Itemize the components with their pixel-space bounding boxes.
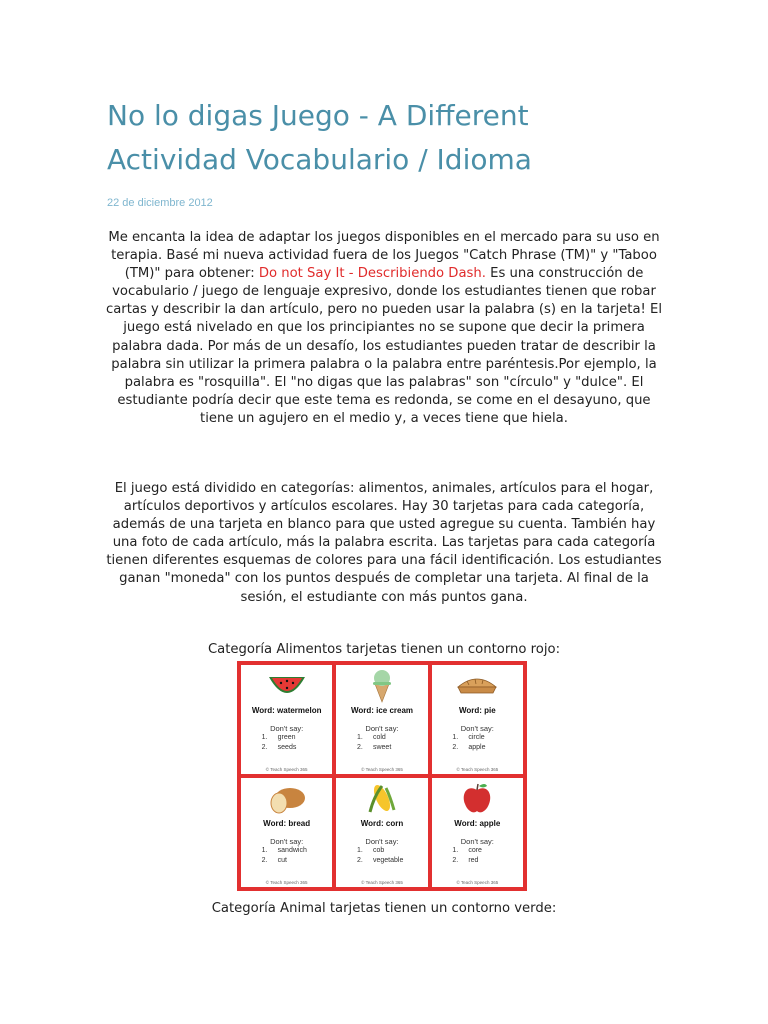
taboo-list <box>262 733 312 753</box>
post-title[interactable]: No lo digas Juego - A Different Actividad Vocabulario / Idioma <box>107 99 532 176</box>
food-cards-image <box>237 661 527 891</box>
taboo-word: cob <box>372 847 385 854</box>
item-number: 1. <box>261 847 268 854</box>
taboo-word: cold <box>372 734 386 741</box>
card-word: Word: pie <box>458 706 496 715</box>
card-credit: © Teach Speech 365 <box>265 880 308 885</box>
dont-say-label: Don't say: <box>460 724 494 733</box>
food-category-caption: Categoría Alimentos tarjetas tienen un contorno rojo: <box>207 642 561 657</box>
dont-say-label: Don't say: <box>460 837 494 846</box>
taboo-word: circle <box>468 734 485 741</box>
card-bread <box>239 776 334 889</box>
dont-say-label: Don't say: <box>270 837 304 846</box>
watermelon-icon <box>265 669 309 703</box>
animal-category-caption: Categoría Animal tarjetas tienen un contorno verde: <box>211 901 557 916</box>
card-word: Word: apple <box>454 819 501 828</box>
item-number: 1. <box>452 847 459 854</box>
dont-say-label: Don't say: <box>365 724 399 733</box>
card-credit: © Teach Speech 365 <box>265 767 308 772</box>
taboo-list <box>452 733 502 753</box>
bread-icon <box>265 782 309 816</box>
taboo-word: green <box>277 734 296 741</box>
item-number: 2. <box>261 744 268 751</box>
item-number: 2. <box>452 744 459 751</box>
taboo-word: core <box>468 847 482 854</box>
card-word: Word: corn <box>360 819 404 828</box>
dont-say-label: Don't say: <box>365 837 399 846</box>
card-credit: © Teach Speech 365 <box>456 880 499 885</box>
taboo-list <box>357 846 407 866</box>
intro-text-start: Me encanta la idea de adaptar los juegos disponibles en el mercado para su uso en terapia. Basé mi nueva actividad fuera de los Juegos "Catch Phrase (TM)" y "Taboo (TM)" para obtener: <box>108 230 660 282</box>
corn-icon <box>360 782 404 816</box>
item-number: 1. <box>452 734 459 741</box>
card-pie <box>430 663 525 776</box>
card-corn <box>334 776 429 889</box>
taboo-list <box>452 846 502 866</box>
card-watermelon <box>239 663 334 776</box>
item-number: 1. <box>356 847 363 854</box>
card-credit: © Teach Speech 365 <box>361 767 403 772</box>
item-number: 2. <box>261 857 268 864</box>
item-number: 1. <box>261 734 268 741</box>
taboo-word: red <box>468 857 479 864</box>
item-number: 2. <box>452 857 459 864</box>
card-word: Word: ice cream <box>350 706 414 715</box>
item-number: 1. <box>356 734 363 741</box>
card-credit: © Teach Speech 365 <box>361 880 403 885</box>
pie-icon <box>455 669 499 703</box>
item-number: 2. <box>356 744 363 751</box>
taboo-word: sandwich <box>277 847 307 854</box>
taboo-list <box>357 733 407 753</box>
categories-paragraph: El juego está dividido en categorías: alimentos, animales, artículos para el hogar, artículos deportivos y artículos escolares. Hay 30 tarjetas para cada categoría, además de una tarjeta en blanco para que usted agregue su cuenta. También hay una foto de cada artículo, más la palabra escrita. Las tarjetas para cada categoría tienen diferentes esquemas de colores para una fácil identificación. Los estudiantes ganan "moneda" con los puntos después de completar una tarjeta. Al final de la sesión, el estudiante con más puntos gana. <box>106 481 662 605</box>
dont-say-label: Don't say: <box>270 724 304 733</box>
taboo-word: apple <box>468 744 486 751</box>
taboo-list <box>262 846 312 866</box>
card-word: Word: bread <box>263 819 311 828</box>
item-number: 2. <box>356 857 363 864</box>
intro-text-end: Es una construcción de vocabulario / juego de lenguaje expresivo, donde los estudiantes tienen que robar cartas y describir la dan artículo, pero no pueden usar la palabra (s) en la tarjeta! El juego está nivelado en que los principiantes no se supone que decir la primera palabra dada. Por más de un desafío, los estudiantes pueden tratar de describir la palabra sin utilizar la primera palabra o la palabra entre paréntesis.Por ejemplo, la palabra es "rosquilla". El "no digas que las palabras" son "círculo" y "dulce". El estudiante podría decir que este tema es redonda, se come en el desayuno, que tiene un agujero en el medio y, a veces tiene que hiela. <box>105 266 663 426</box>
taboo-word: cut <box>277 857 287 864</box>
card-word: Word: watermelon <box>251 706 322 715</box>
ice-cream-icon <box>360 669 404 703</box>
intro-paragraph <box>100 229 668 428</box>
product-link[interactable]: Do not Say It - Describiendo Dash. <box>258 266 486 282</box>
post-date: 22 de diciembre 2012 <box>107 197 213 209</box>
apple-icon <box>455 782 499 816</box>
taboo-word: seeds <box>277 744 297 751</box>
card-apple <box>430 776 525 889</box>
taboo-word: sweet <box>372 744 392 751</box>
card-credit: © Teach Speech 365 <box>456 767 499 772</box>
card-ice-cream <box>334 663 429 776</box>
taboo-word: vegetable <box>372 857 404 864</box>
